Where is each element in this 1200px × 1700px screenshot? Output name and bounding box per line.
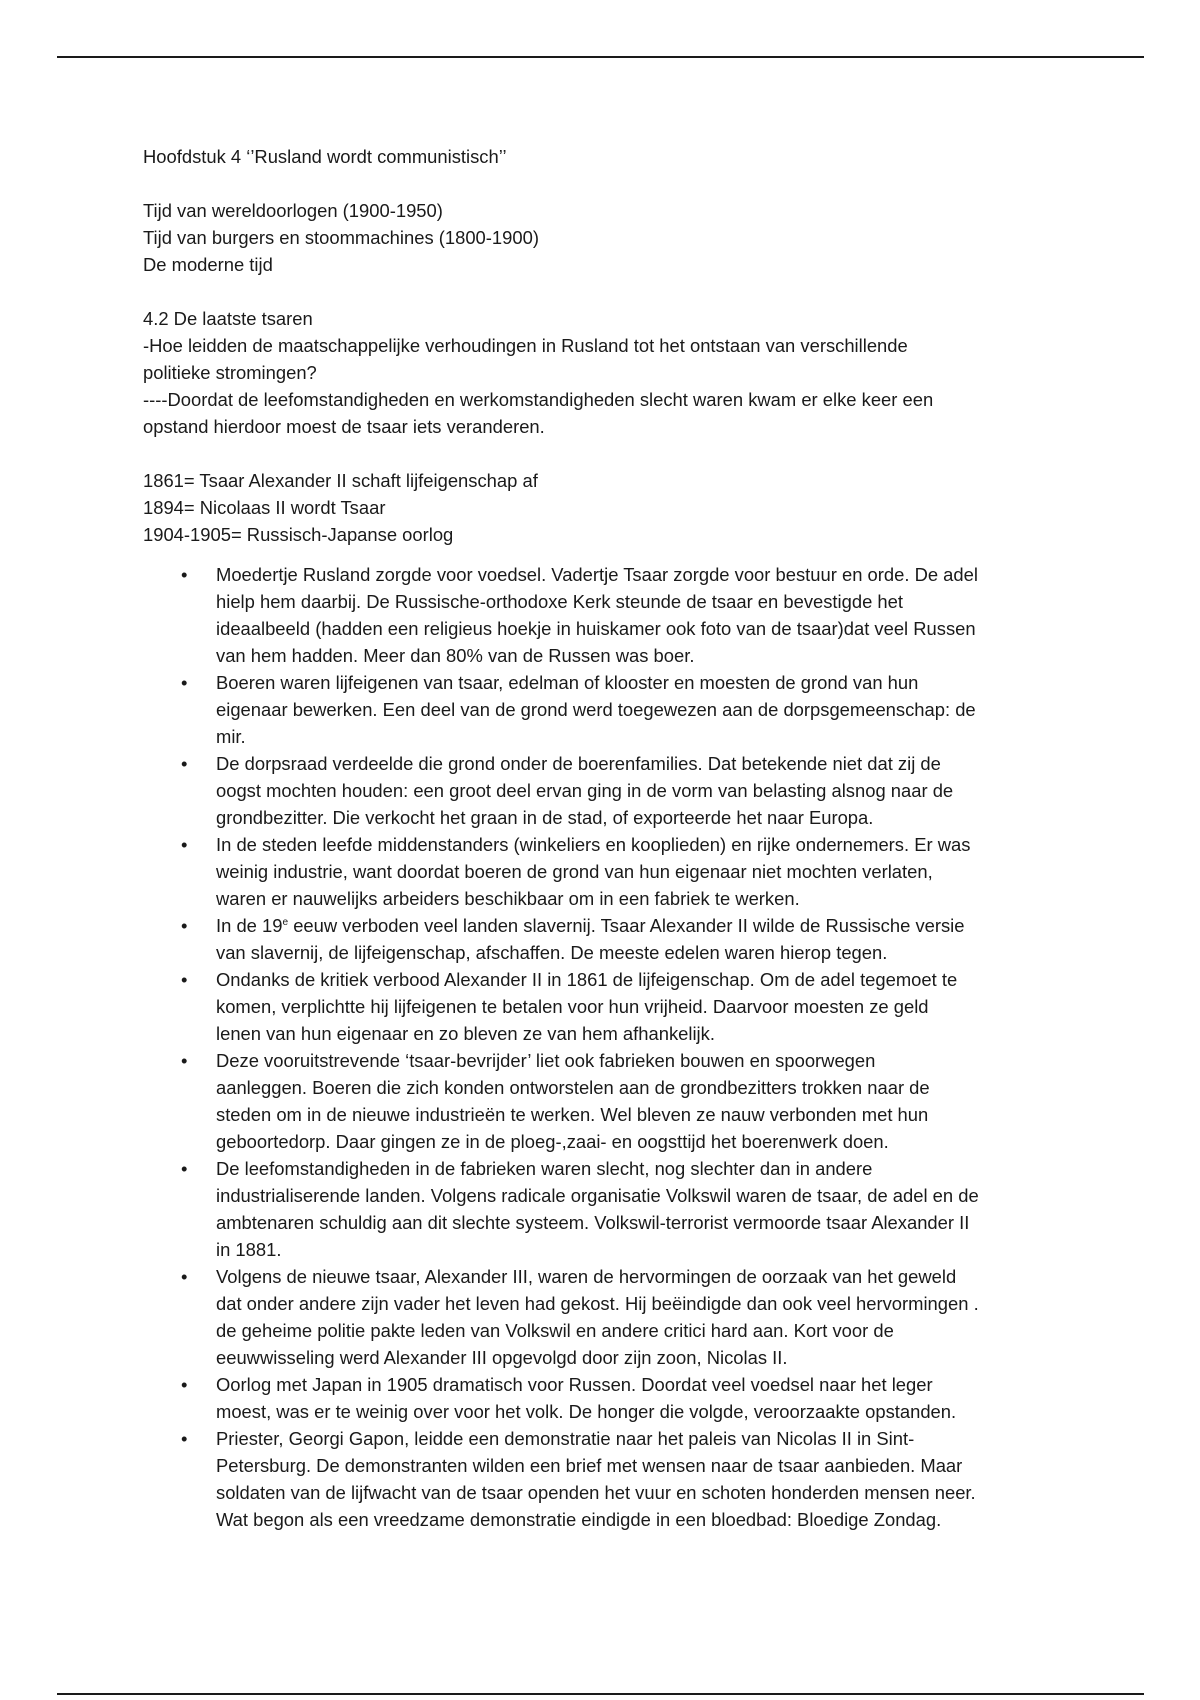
section-question: -Hoe leidden de maatschappelijke verhoudingen in Rusland tot het ontstaan van verschillende — [143, 335, 908, 356]
bullet-line: grondbezitter. Die verkocht het graan in de stad, of exporteerde het naar Europa. — [216, 807, 874, 828]
bullet-line: van hem hadden. Meer dan 80% van de Russen was boer. — [216, 645, 695, 666]
timeline-entry: 1894= Nicolaas II wordt Tsaar — [143, 497, 386, 518]
bullet-line: steden om in de nieuwe industrieën te werken. Wel bleven ze nauw verbonden met hun — [216, 1104, 929, 1125]
bullet-line: eigenaar bewerken. Een deel van de grond werd toegewezen aan de dorpsgemeenschap: de — [216, 699, 976, 720]
bullet-dot: • — [181, 1428, 188, 1449]
bullet-item — [143, 1155, 1083, 1263]
document-body — [143, 143, 1083, 1533]
bullet-item — [143, 831, 1083, 912]
bullet-line: van slavernij, de lijfeigenschap, afschaffen. De meeste edelen waren hierop tegen. — [216, 942, 888, 963]
bullet-line: lenen van hun eigenaar en zo bleven ze van hem afhankelijk. — [216, 1023, 715, 1044]
bullet-item — [143, 561, 1083, 669]
bullet-line: soldaten van de lijfwacht van de tsaar openden het vuur en schoten honderden mensen neer. — [216, 1482, 976, 1503]
bullet-dot: • — [181, 1374, 188, 1395]
chapter-heading: Hoofdstuk 4 ‘’Rusland wordt communistisch’’ — [143, 146, 507, 167]
era-line: Tijd van wereldoorlogen (1900-1950) — [143, 200, 443, 221]
bullet-line: Volgens de nieuwe tsaar, Alexander III, waren de hervormingen de oorzaak van het geweld — [216, 1266, 957, 1287]
bullet-dot: • — [181, 1266, 188, 1287]
bullet-line: weinig industrie, want doordat boeren de grond van hun eigenaar niet mochten verlaten, — [216, 861, 933, 882]
bullet-line: ambtenaren schuldig aan dit slechte systeem. Volkswil-terrorist vermoorde tsaar Alexander II — [216, 1212, 970, 1233]
timeline-entry: 1904-1905= Russisch-Japanse oorlog — [143, 524, 454, 545]
bullet-line: dat onder andere zijn vader het leven had gekost. Hij beëindigde dan ook veel hervormingen . — [216, 1293, 979, 1314]
bullet-item — [143, 966, 1083, 1047]
era-line: De moderne tijd — [143, 254, 273, 275]
bullet-line: Boeren waren lijfeigenen van tsaar, edelman of klooster en moesten de grond van hun — [216, 672, 919, 693]
ordinal-superscript: e — [282, 916, 289, 928]
bullet-item — [143, 1371, 1083, 1425]
bullet-text: eeuw verboden veel landen slavernij. Tsaar Alexander II wilde de Russische versie — [288, 915, 965, 936]
bullet-item — [143, 1047, 1083, 1155]
spacer — [143, 170, 1083, 197]
bullet-line: eeuwwisseling werd Alexander III opgevolgd door zijn zoon, Nicolas II. — [216, 1347, 788, 1368]
bullet-line: Ondanks de kritiek verbood Alexander II in 1861 de lijfeigenschap. Om de adel tegemoet te — [216, 969, 958, 990]
section-answer: opstand hierdoor moest de tsaar iets veranderen. — [143, 416, 545, 437]
spacer — [143, 440, 1083, 467]
bullet-line: industrialiserende landen. Volgens radicale organisatie Volkswil waren de tsaar, de adel en de — [216, 1185, 979, 1206]
header-rule — [57, 56, 1144, 58]
bullet-line: de geheime politie pakte leden van Volkswil en andere critici hard aan. Kort voor de — [216, 1320, 894, 1341]
bullet-line: oogst mochten houden: een groot deel ervan ging in de vorm van belasting alsnog naar de — [216, 780, 954, 801]
section-question: politieke stromingen? — [143, 362, 317, 383]
bullet-dot: • — [181, 564, 188, 585]
bullet-line: De dorpsraad verdeelde die grond onder de boerenfamilies. Dat betekende niet dat zij de — [216, 753, 941, 774]
bullet-dot: • — [181, 1158, 188, 1179]
bullet-line: Petersburg. De demonstranten wilden een brief met wensen naar de tsaar aanbieden. Maar — [216, 1455, 963, 1476]
era-line: Tijd van burgers en stoommachines (1800-1900) — [143, 227, 539, 248]
bullet-line: In de steden leefde middenstanders (winkeliers en kooplieden) en rijke ondernemers. Er was — [216, 834, 971, 855]
bullet-dot: • — [181, 834, 188, 855]
bullet-line: Priester, Georgi Gapon, leidde een demonstratie naar het paleis van Nicolas II in Sint- — [216, 1428, 915, 1449]
bullet-item — [143, 750, 1083, 831]
bullet-line: moest, was er te weinig over voor het volk. De honger die volgde, veroorzaakte opstanden. — [216, 1401, 957, 1422]
bullet-dot: • — [181, 753, 188, 774]
bullet-dot: • — [181, 969, 188, 990]
bullet-dot: • — [181, 1050, 188, 1071]
bullet-line: aanleggen. Boeren die zich konden ontworstelen aan de grondbezitters trokken naar de — [216, 1077, 930, 1098]
bullet-list — [143, 561, 1083, 1533]
bullet-line: komen, verplichtte hij lijfeigenen te betalen voor hun vrijheid. Daarvoor moesten ze geld — [216, 996, 929, 1017]
spacer — [143, 278, 1083, 305]
bullet-dot: • — [181, 915, 188, 936]
bullet-item — [143, 912, 1083, 966]
bullet-line: Deze vooruitstrevende ‘tsaar-bevrijder’ liet ook fabrieken bouwen en spoorwegen — [216, 1050, 876, 1071]
bullet-line: geboortedorp. Daar gingen ze in de ploeg-,zaai- en oogsttijd het boerenwerk doen. — [216, 1131, 889, 1152]
bullet-text: In de 19 — [216, 915, 283, 936]
section-title: 4.2 De laatste tsaren — [143, 308, 313, 329]
bullet-line: ideaalbeeld (hadden een religieus hoekje in huiskamer ook foto van de tsaar)dat veel Russen — [216, 618, 976, 639]
bullet-line: De leefomstandigheden in de fabrieken waren slecht, nog slechter dan in andere — [216, 1158, 873, 1179]
bullet-line: waren er nauwelijks arbeiders beschikbaar om in een fabriek te werken. — [216, 888, 800, 909]
bullet-item — [143, 1263, 1083, 1371]
bullet-line: Moedertje Rusland zorgde voor voedsel. Vadertje Tsaar zorgde voor bestuur en orde. De adel — [216, 564, 978, 585]
bullet-line: hielp hem daarbij. De Russische-orthodoxe Kerk steunde de tsaar en bevestigde het — [216, 591, 903, 612]
bullet-dot: • — [181, 672, 188, 693]
bullet-line: in 1881. — [216, 1239, 282, 1260]
footer-rule — [57, 1693, 1144, 1695]
bullet-line: Oorlog met Japan in 1905 dramatisch voor Russen. Doordat veel voedsel naar het leger — [216, 1374, 933, 1395]
bullet-line — [216, 912, 1083, 939]
section-answer: ----Doordat de leefomstandigheden en werkomstandigheden slecht waren kwam er elke keer een — [143, 389, 934, 410]
bullet-line: Wat begon als een vreedzame demonstratie eindigde in een bloedbad: Bloedige Zondag. — [216, 1509, 942, 1530]
timeline-entry: 1861= Tsaar Alexander II schaft lijfeigenschap af — [143, 470, 538, 491]
bullet-item — [143, 1425, 1083, 1533]
bullet-line: mir. — [216, 726, 246, 747]
bullet-item — [143, 669, 1083, 750]
